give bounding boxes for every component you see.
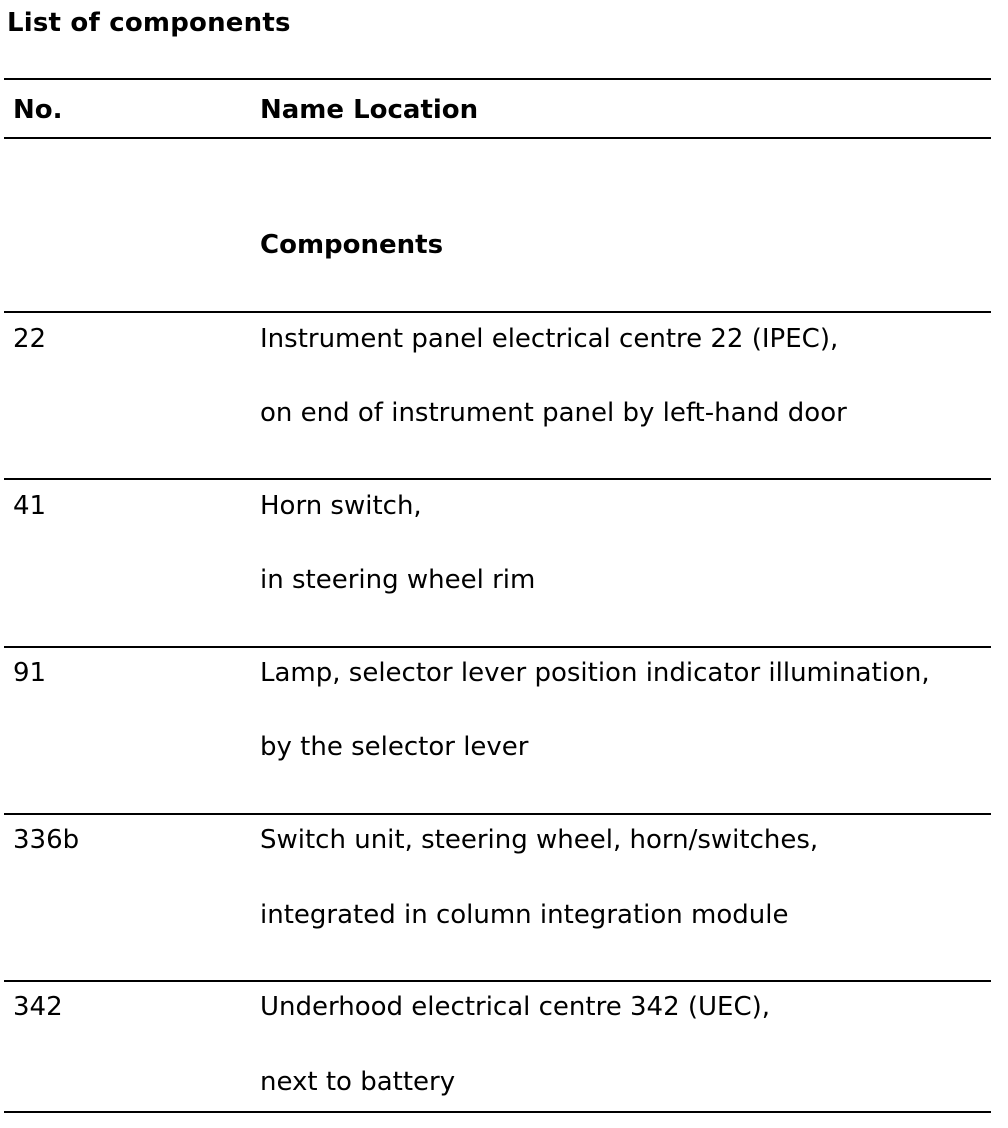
row-separator: [4, 646, 991, 648]
row-name: Horn switch,: [260, 491, 422, 521]
document-title: List of components: [7, 8, 291, 38]
row-separator: [4, 813, 991, 815]
table-bottom-rule: [4, 1111, 991, 1113]
row-name: Switch unit, steering wheel, horn/switches,: [260, 825, 819, 855]
row-location: by the selector lever: [260, 732, 529, 762]
header-no: No.: [13, 95, 63, 125]
row-number: 336b: [13, 825, 80, 855]
header-bottom-rule: [4, 137, 991, 139]
row-name: Instrument panel electrical centre 22 (IPEC),: [260, 324, 839, 354]
row-separator: [4, 478, 991, 480]
table-top-rule: [4, 78, 991, 80]
row-name: Lamp, selector lever position indicator illumination,: [260, 658, 930, 688]
row-separator: [4, 311, 991, 313]
row-number: 91: [13, 658, 47, 688]
row-location: integrated in column integration module: [260, 900, 789, 930]
row-number: 41: [13, 491, 47, 521]
row-number: 22: [13, 324, 47, 354]
row-location: on end of instrument panel by left-hand door: [260, 398, 847, 428]
row-separator: [4, 980, 991, 982]
row-name: Underhood electrical centre 342 (UEC),: [260, 992, 771, 1022]
section-heading: Components: [260, 230, 444, 260]
row-location: next to battery: [260, 1067, 456, 1097]
header-name-location: Name Location: [260, 95, 479, 125]
row-number: 342: [13, 992, 63, 1022]
row-location: in steering wheel rim: [260, 565, 536, 595]
